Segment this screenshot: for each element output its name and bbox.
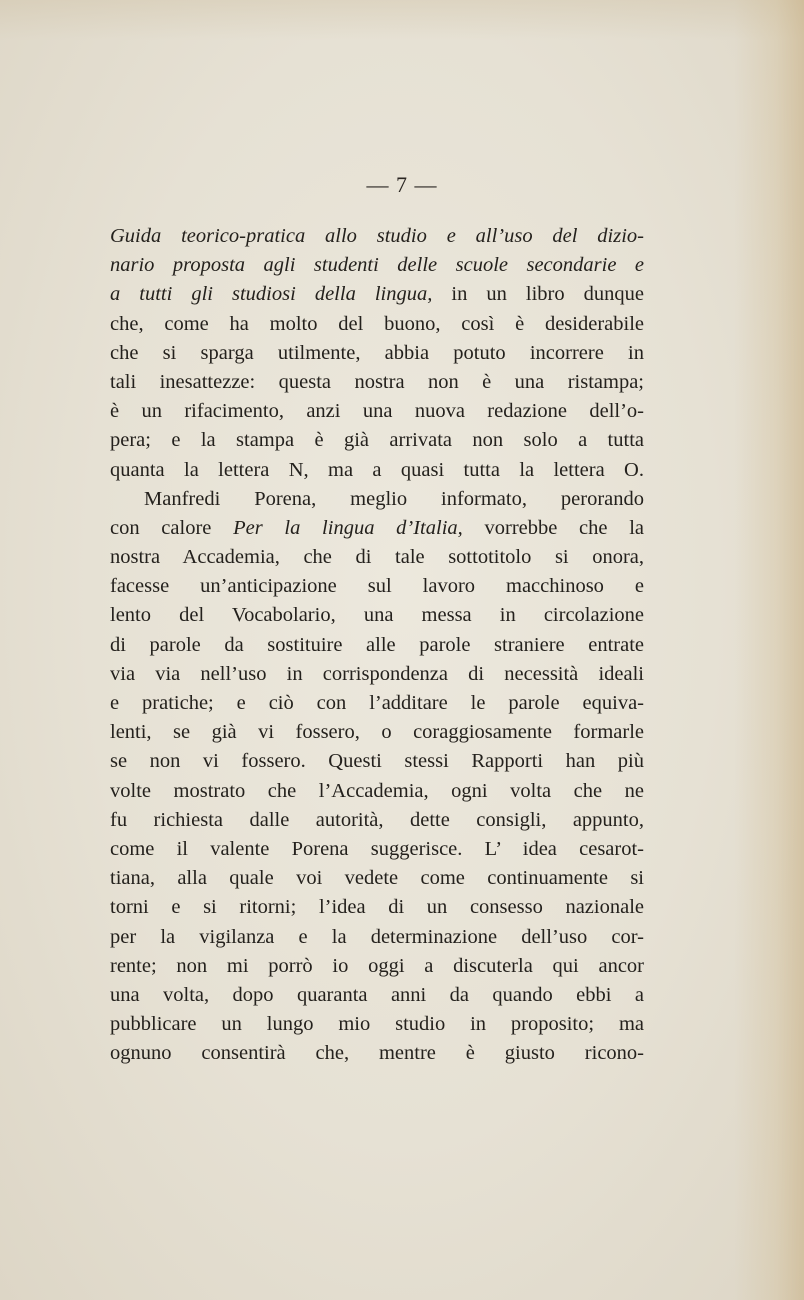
text-segment: lento del Vocabolario, una messa in circolazione	[110, 604, 644, 627]
italic-text: Guida teorico-pratica allo studio e all’uso del dizio-	[110, 225, 644, 247]
text-segment: per la vigilanza e la determinazione dell’uso cor-	[110, 925, 644, 948]
text-line	[110, 280, 644, 309]
text-segment: lenti, se già vi fossero, o coraggiosamente formarle	[110, 721, 644, 744]
text-line	[110, 747, 644, 776]
italic-text: Per la lingua d’Italia,	[233, 516, 463, 539]
text-segment: ognuno consentirà che, mentre è giusto ricono-	[110, 1042, 644, 1065]
text-segment: con calore	[110, 516, 234, 539]
text-segment: che si sparga utilmente, abbia potuto incorrere in	[110, 341, 644, 364]
text-line	[110, 981, 644, 1010]
text-segment: come il valente Porena suggerisce. L’ idea cesarot-	[110, 837, 644, 860]
text-segment: vorrebbe che la	[462, 516, 645, 539]
text-segment: pera; e la stampa è già arrivata non solo a tutta	[110, 429, 644, 452]
text-line	[110, 631, 644, 660]
text-line	[110, 660, 644, 689]
text-line	[110, 222, 644, 251]
italic-text: nario proposta agli studenti delle scuole secondarie e	[110, 254, 644, 277]
text-segment: di parole da sostituire alle parole straniere entrate	[110, 633, 644, 656]
text-line	[110, 777, 644, 806]
text-line	[110, 543, 644, 572]
text-line	[110, 368, 644, 397]
text-line	[110, 485, 644, 514]
text-segment: e pratiche; e ciò con l’additare le parole equiva-	[110, 692, 644, 714]
text-segment: volte mostrato che l’Accademia, ogni volta che ne	[110, 779, 644, 802]
page-number: — 7 —	[366, 172, 438, 197]
text-segment: tali inesattezze: questa nostra non è una ristampa;	[110, 370, 644, 393]
text-line	[110, 718, 644, 747]
text-line	[110, 806, 644, 835]
text-segment: facesse un’anticipazione sul lavoro macchinoso e	[110, 575, 644, 598]
text-line	[110, 426, 644, 455]
text-segment: tiana, alla quale voi vedete come continuamente si	[110, 867, 644, 890]
text-line	[110, 893, 644, 922]
text-segment: se non vi fossero. Questi stessi Rapporti han più	[110, 750, 644, 773]
text-segment: nostra Accademia, che di tale sottotitolo si onora,	[110, 546, 644, 569]
text-line	[110, 864, 644, 893]
text-line	[110, 1010, 644, 1039]
text-segment: torni e si ritorni; l’idea di un consesso nazionale	[110, 896, 644, 919]
text-segment: una volta, dopo quaranta anni da quando ebbi a	[110, 983, 644, 1006]
text-segment: quanta la lettera N, ma a quasi tutta la lettera O.	[110, 458, 644, 481]
text-line	[110, 310, 644, 339]
text-line	[110, 339, 644, 368]
text-segment: pubblicare un lungo mio studio in proposito; ma	[110, 1013, 644, 1036]
text-line	[110, 514, 644, 543]
text-line	[110, 1039, 644, 1068]
text-line	[110, 397, 644, 426]
body-text	[110, 222, 644, 1068]
italic-text: a tutti gli studiosi della lingua,	[110, 283, 433, 306]
text-line	[110, 835, 644, 864]
page-top-shadow	[0, 0, 804, 40]
text-segment: è un rifacimento, anzi una nuova redazione dell’o-	[110, 400, 644, 423]
text-line	[110, 952, 644, 981]
text-segment: che, come ha molto del buono, così è desiderabile	[110, 312, 644, 335]
text-line	[110, 689, 644, 718]
text-line	[110, 456, 644, 485]
text-segment: rente; non mi porrò io oggi a discuterla qui ancor	[110, 954, 644, 977]
text-line	[110, 923, 644, 952]
text-line	[110, 601, 644, 630]
text-segment: Manfredi Porena, meglio informato, perorando	[144, 487, 644, 510]
text-segment: via via nell’uso in corrispondenza di necessità ideali	[110, 662, 644, 685]
text-segment: fu richiesta dalle autorità, dette consigli, appunto,	[110, 808, 644, 831]
text-line	[110, 251, 644, 280]
text-line	[110, 572, 644, 601]
text-segment: in un libro dunque	[432, 283, 644, 306]
